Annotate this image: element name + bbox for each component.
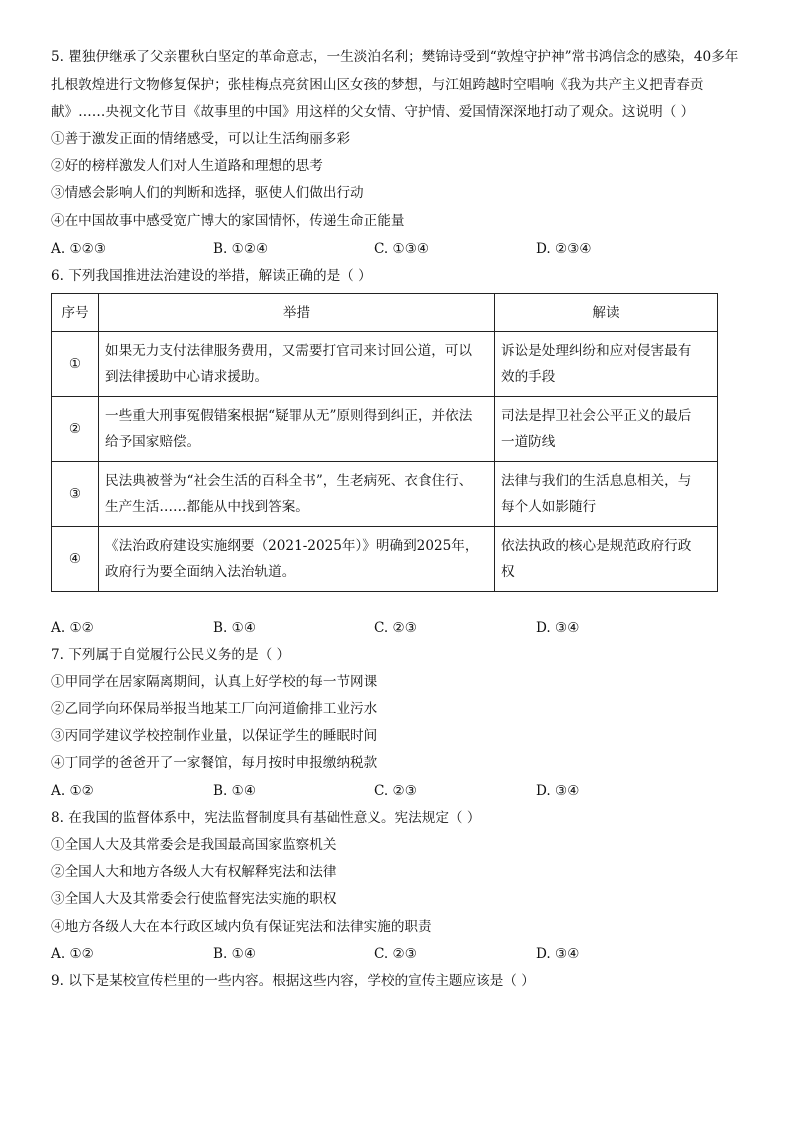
row-number: ① (52, 332, 99, 397)
table-row (52, 397, 718, 462)
q8-item-2: ②全国人大和地方各级人大有权解释宪法和法律 (51, 864, 337, 880)
q7-option-b: B. ①④ (213, 783, 257, 799)
measure-cell (99, 332, 495, 397)
reading-line: 权 (501, 564, 515, 580)
q5-item-3: ③情感会影响人们的判断和选择，驱使人们做出行动 (51, 185, 364, 201)
reading-line: 法律与我们的生活息息相关，与 (501, 473, 692, 489)
q7-option-d: D. ③④ (536, 783, 580, 799)
reading-cell (495, 397, 718, 462)
q6-stem: 6. 下列我国推进法治建设的举措，解读正确的是（ ） (51, 268, 372, 284)
q7-stem: 7. 下列属于自觉履行公民义务的是（ ） (51, 647, 291, 663)
q6-option-d: D. ③④ (536, 620, 580, 636)
q5-option-c: C. ①③④ (374, 241, 430, 257)
q6-option-a: A. ①② (51, 620, 94, 636)
q8-stem: 8. 在我国的监督体系中，宪法监督制度具有基础性意义。宪法规定（ ） (51, 810, 481, 826)
reading-line: 依法执政的核心是规范政府行政 (501, 538, 692, 554)
q8-option-b: B. ①④ (213, 946, 257, 962)
q7-item-3: ③丙同学建议学校控制作业量，以保证学生的睡眠时间 (51, 728, 378, 744)
q7-item-2: ②乙同学向环保局举报当地某工厂向河道偷排工业污水 (51, 701, 378, 717)
q5-item-4: ④在中国故事中感受宽广博大的家国情怀，传递生命正能量 (51, 213, 405, 229)
q5-option-d: D. ②③④ (536, 241, 592, 257)
measure-line: 民法典被誉为“社会生活的百科全书”，生老病死、衣食住行、 (105, 473, 473, 489)
q8-item-1: ①全国人大及其常委会是我国最高国家监察机关 (51, 837, 337, 853)
measure-line: 如果无力支付法律服务费用，又需要打官司来讨回公道，可以 (105, 343, 473, 359)
measure-cell (99, 397, 495, 462)
reading-line: 效的手段 (501, 369, 556, 385)
q6-table (51, 293, 718, 592)
reading-line: 司法是捍卫社会公平正义的最后 (501, 408, 692, 424)
q8-option-c: C. ②③ (374, 946, 417, 962)
q5-stem-line-2: 扎根敦煌进行文物修复保护；张桂梅点亮贫困山区女孩的梦想，与江姐跨越时空唱响《我为共产主义把青春贡 (51, 77, 704, 93)
q5-option-b: B. ①②④ (213, 241, 269, 257)
row-number: ③ (52, 462, 99, 527)
measure-line: 政府行为要全面纳入法治轨道。 (105, 564, 296, 580)
reading-line: 每个人如影随行 (501, 499, 597, 515)
q8-option-a: A. ①② (51, 946, 94, 962)
q7-item-1: ①甲同学在居家隔离期间，认真上好学校的每一节网课 (51, 674, 378, 690)
q7-item-4: ④丁同学的爸爸开了一家餐馆，每月按时申报缴纳税款 (51, 755, 378, 771)
reading-cell (495, 462, 718, 527)
q6-header-number: 序号 (52, 294, 99, 332)
q5-stem-line-3: 献》……央视文化节目《故事里的中国》用这样的父女情、守护情、爱国情深深地打动了观众。这说明（ ） (51, 104, 695, 120)
measure-line: 到法律援助中心请求援助。 (105, 369, 269, 385)
table-row (52, 332, 718, 397)
q5-item-1: ①善于激发正面的情绪感受，可以让生活绚丽多彩 (51, 131, 351, 147)
q9-stem: 9. 以下是某校宣传栏里的一些内容。根据这些内容，学校的宣传主题应该是（ ） (51, 973, 535, 989)
table-row (52, 527, 718, 592)
reading-line: 诉讼是处理纠纷和应对侵害最有 (501, 343, 692, 359)
measure-line: 给予国家赔偿。 (105, 434, 201, 450)
measure-line: 一些重大刑事冤假错案根据“疑罪从无”原则得到纠正，并依法 (105, 408, 473, 424)
measure-line: 《法治政府建设实施纲要（2021-2025年）》明确到2025年， (105, 538, 479, 554)
q5-item-2: ②好的榜样激发人们对人生道路和理想的思考 (51, 158, 323, 174)
measure-cell (99, 527, 495, 592)
row-number: ④ (52, 527, 99, 592)
measure-line: 生产生活……都能从中找到答案。 (105, 499, 309, 515)
q7-option-a: A. ①② (51, 783, 94, 799)
q6-option-b: B. ①④ (213, 620, 257, 636)
q6-option-c: C. ②③ (374, 620, 417, 636)
q5-option-a: A. ①②③ (51, 241, 107, 257)
q8-option-d: D. ③④ (536, 946, 580, 962)
row-number: ② (52, 397, 99, 462)
q5-stem-line-1: 5. 瞿独伊继承了父亲瞿秋白坚定的革命意志，一生淡泊名利；樊锦诗受到“敦煌守护神”常书鸿信念的感染，40多年 (51, 49, 739, 65)
q6-header-measure: 举措 (99, 294, 495, 332)
q8-item-3: ③全国人大及其常委会行使监督宪法实施的职权 (51, 891, 337, 907)
reading-line: 一道防线 (501, 434, 556, 450)
measure-cell (99, 462, 495, 527)
reading-cell (495, 332, 718, 397)
q8-item-4: ④地方各级人大在本行政区域内负有保证宪法和法律实施的职责 (51, 919, 432, 935)
q6-table-header-row (52, 294, 718, 332)
q7-option-c: C. ②③ (374, 783, 417, 799)
reading-cell (495, 527, 718, 592)
table-row (52, 462, 718, 527)
q6-header-reading: 解读 (495, 294, 718, 332)
